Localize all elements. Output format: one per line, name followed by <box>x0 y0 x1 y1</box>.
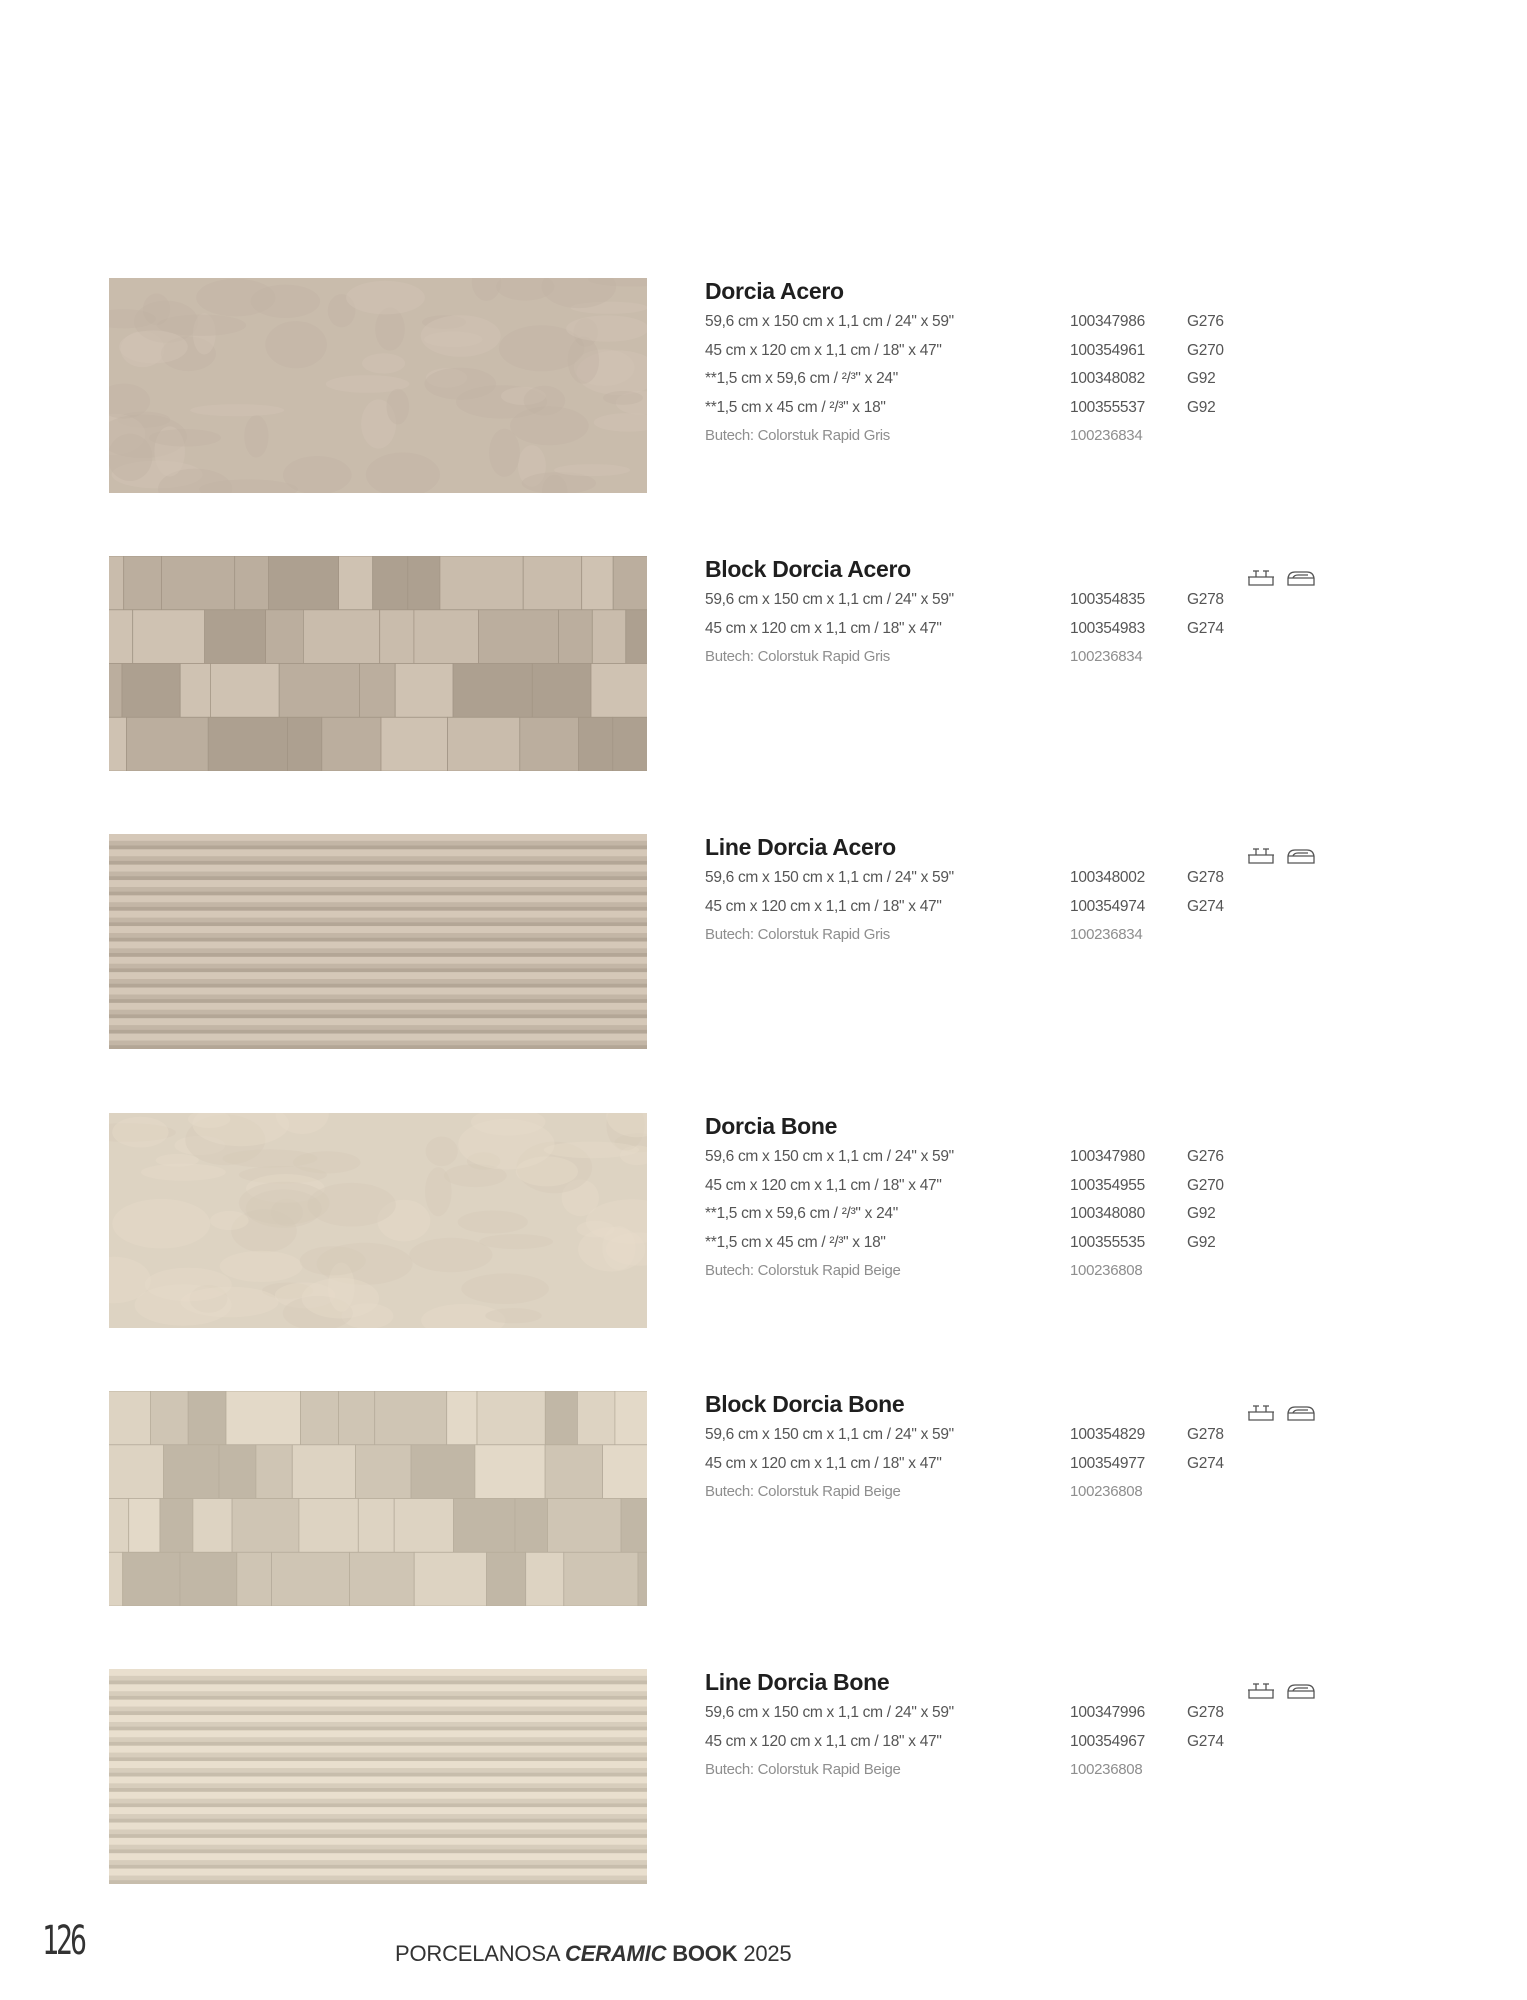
product-entry <box>0 1113 1527 1329</box>
spec-group: G274 <box>1187 897 1224 915</box>
bathroom-sink-icon-svg <box>1245 1680 1277 1702</box>
butech-label: Butech: Colorstuk Rapid Beige <box>705 1483 901 1501</box>
spec-code: 100354955 <box>1070 1176 1145 1194</box>
bathroom-sink-icon <box>1245 1402 1277 1424</box>
bathroom-sink-icon-svg <box>1245 1402 1277 1424</box>
butech-label: Butech: Colorstuk Rapid Beige <box>705 1761 901 1779</box>
tile-swatch <box>109 1391 647 1606</box>
spec-row <box>705 308 1345 337</box>
spec-row <box>705 337 1345 366</box>
butech-label: Butech: Colorstuk Rapid Beige <box>705 1262 901 1280</box>
bathroom-sink-icon-svg <box>1245 845 1277 867</box>
product-name: Dorcia Acero <box>705 278 844 304</box>
footer-year: 2025 <box>743 1941 792 1966</box>
spec-group: G276 <box>1187 313 1224 330</box>
spec-format: 45 cm x 120 cm x 1,1 cm / 18" x 47" <box>705 1176 942 1194</box>
spec-format: **1,5 cm x 45 cm / ²/³" x 18" <box>705 1233 886 1251</box>
bathtub-icon <box>1285 567 1317 589</box>
bathroom-sink-icon-svg <box>1245 567 1277 589</box>
spec-row <box>705 1200 1345 1229</box>
tile-swatch-svg <box>109 1391 647 1606</box>
butech-code: 100236808 <box>1070 1483 1143 1501</box>
spec-code: 100354829 <box>1070 1426 1145 1443</box>
product-info <box>705 278 1345 451</box>
product-name: Block Dorcia Acero <box>705 556 911 582</box>
bathroom-sink-icon <box>1245 845 1277 867</box>
bathtub-icon-svg <box>1285 845 1317 867</box>
tile-swatch <box>109 1113 647 1328</box>
spec-code: 100354967 <box>1070 1732 1145 1750</box>
spec-group: G278 <box>1187 1426 1224 1443</box>
spec-code: 100348082 <box>1070 370 1145 388</box>
product-name: Block Dorcia Bone <box>705 1391 905 1417</box>
bathtub-icon-svg <box>1285 567 1317 589</box>
tile-swatch <box>109 278 647 493</box>
butech-row <box>705 422 1345 451</box>
spec-format: **1,5 cm x 45 cm / ²/³" x 18" <box>705 398 886 416</box>
spec-code: 100348080 <box>1070 1205 1145 1223</box>
spec-group: G274 <box>1187 1732 1224 1750</box>
butech-label: Butech: Colorstuk Rapid Gris <box>705 926 891 944</box>
spec-row <box>705 1728 1345 1757</box>
spec-format: 59,6 cm x 150 cm x 1,1 cm / 24" x 59" <box>705 313 954 330</box>
spec-format: 59,6 cm x 150 cm x 1,1 cm / 24" x 59" <box>705 1148 954 1165</box>
spec-format: 45 cm x 120 cm x 1,1 cm / 18" x 47" <box>705 1732 942 1750</box>
tile-swatch <box>109 1669 647 1884</box>
bathtub-icon <box>1285 1402 1317 1424</box>
product-entry <box>0 1669 1527 1885</box>
spec-row <box>705 1229 1345 1258</box>
spec-format: 59,6 cm x 150 cm x 1,1 cm / 24" x 59" <box>705 869 954 886</box>
spec-row <box>705 1143 1345 1172</box>
spec-group: G270 <box>1187 341 1224 359</box>
spec-code: 100354974 <box>1070 897 1145 915</box>
page-number: 126 <box>42 1918 85 1964</box>
spec-format: 45 cm x 120 cm x 1,1 cm / 18" x 47" <box>705 341 942 359</box>
spec-group: G92 <box>1187 1233 1216 1251</box>
product-name: Line Dorcia Acero <box>705 834 896 860</box>
spec-group: G270 <box>1187 1176 1224 1194</box>
spec-row <box>705 586 1345 615</box>
spec-group: G278 <box>1187 591 1224 608</box>
butech-code: 100236808 <box>1070 1761 1143 1779</box>
spec-group: G92 <box>1187 1205 1216 1223</box>
butech-row <box>705 1257 1345 1286</box>
spec-format: 59,6 cm x 150 cm x 1,1 cm / 24" x 59" <box>705 591 954 608</box>
footer-book: BOOK <box>672 1941 738 1966</box>
bathroom-sink-icon <box>1245 567 1277 589</box>
spec-format: 59,6 cm x 150 cm x 1,1 cm / 24" x 59" <box>705 1426 954 1443</box>
spec-code: 100354961 <box>1070 341 1145 359</box>
spec-row <box>705 864 1345 893</box>
butech-code: 100236834 <box>1070 648 1143 666</box>
butech-code: 100236834 <box>1070 427 1143 445</box>
spec-row <box>705 1699 1345 1728</box>
butech-row <box>705 1756 1345 1785</box>
spec-format: 59,6 cm x 150 cm x 1,1 cm / 24" x 59" <box>705 1704 954 1721</box>
butech-row <box>705 643 1345 672</box>
spec-code: 100347980 <box>1070 1148 1145 1165</box>
spec-format: 45 cm x 120 cm x 1,1 cm / 18" x 47" <box>705 1454 942 1472</box>
usage-icons <box>1245 845 1317 867</box>
spec-code: 100348002 <box>1070 869 1145 886</box>
tile-swatch-svg <box>109 278 647 493</box>
tile-swatch-svg <box>109 834 647 1049</box>
tile-swatch-svg <box>109 556 647 771</box>
spec-row <box>705 1421 1345 1450</box>
spec-row <box>705 1450 1345 1479</box>
spec-code: 100354983 <box>1070 619 1145 637</box>
bathtub-icon-svg <box>1285 1402 1317 1424</box>
product-entry <box>0 834 1527 1050</box>
spec-row <box>705 394 1345 423</box>
spec-format: 45 cm x 120 cm x 1,1 cm / 18" x 47" <box>705 619 942 637</box>
usage-icons <box>1245 1402 1317 1424</box>
tile-swatch-svg <box>109 1113 647 1328</box>
tile-swatch-svg <box>109 1669 647 1884</box>
spec-group: G276 <box>1187 1148 1224 1165</box>
product-name: Dorcia Bone <box>705 1113 838 1139</box>
butech-label: Butech: Colorstuk Rapid Gris <box>705 648 891 666</box>
spec-group: G92 <box>1187 370 1216 388</box>
spec-group: G278 <box>1187 869 1224 886</box>
spec-code: 100355537 <box>1070 398 1145 416</box>
usage-icons <box>1245 567 1317 589</box>
spec-code: 100347996 <box>1070 1704 1145 1721</box>
footer-brand: PORCELANOSA <box>395 1941 560 1966</box>
footer-ceramic: CERAMIC <box>565 1941 667 1966</box>
tile-swatch <box>109 556 647 771</box>
spec-row <box>705 1172 1345 1201</box>
spec-row <box>705 893 1345 922</box>
product-entry <box>0 1391 1527 1607</box>
spec-format: **1,5 cm x 59,6 cm / ²/³" x 24" <box>705 370 898 388</box>
butech-row <box>705 1478 1345 1507</box>
bathroom-sink-icon <box>1245 1680 1277 1702</box>
product-info <box>705 1113 1345 1286</box>
spec-code: 100354977 <box>1070 1454 1145 1472</box>
product-entry <box>0 278 1527 494</box>
spec-code: 100347986 <box>1070 313 1145 330</box>
bathtub-icon-svg <box>1285 1680 1317 1702</box>
spec-format: 45 cm x 120 cm x 1,1 cm / 18" x 47" <box>705 897 942 915</box>
product-entry <box>0 556 1527 772</box>
product-name: Line Dorcia Bone <box>705 1669 890 1695</box>
footer-title <box>395 1941 791 1967</box>
spec-row <box>705 615 1345 644</box>
spec-code: 100354835 <box>1070 591 1145 608</box>
bathtub-icon <box>1285 845 1317 867</box>
spec-group: G274 <box>1187 1454 1224 1472</box>
usage-icons <box>1245 1680 1317 1702</box>
spec-row <box>705 365 1345 394</box>
spec-group: G274 <box>1187 619 1224 637</box>
tile-swatch <box>109 834 647 1049</box>
bathtub-icon <box>1285 1680 1317 1702</box>
spec-code: 100355535 <box>1070 1233 1145 1251</box>
spec-format: **1,5 cm x 59,6 cm / ²/³" x 24" <box>705 1205 898 1223</box>
butech-code: 100236834 <box>1070 926 1143 944</box>
butech-row <box>705 921 1345 950</box>
spec-group: G92 <box>1187 398 1216 416</box>
spec-group: G278 <box>1187 1704 1224 1721</box>
butech-code: 100236808 <box>1070 1262 1143 1280</box>
butech-label: Butech: Colorstuk Rapid Gris <box>705 427 891 445</box>
